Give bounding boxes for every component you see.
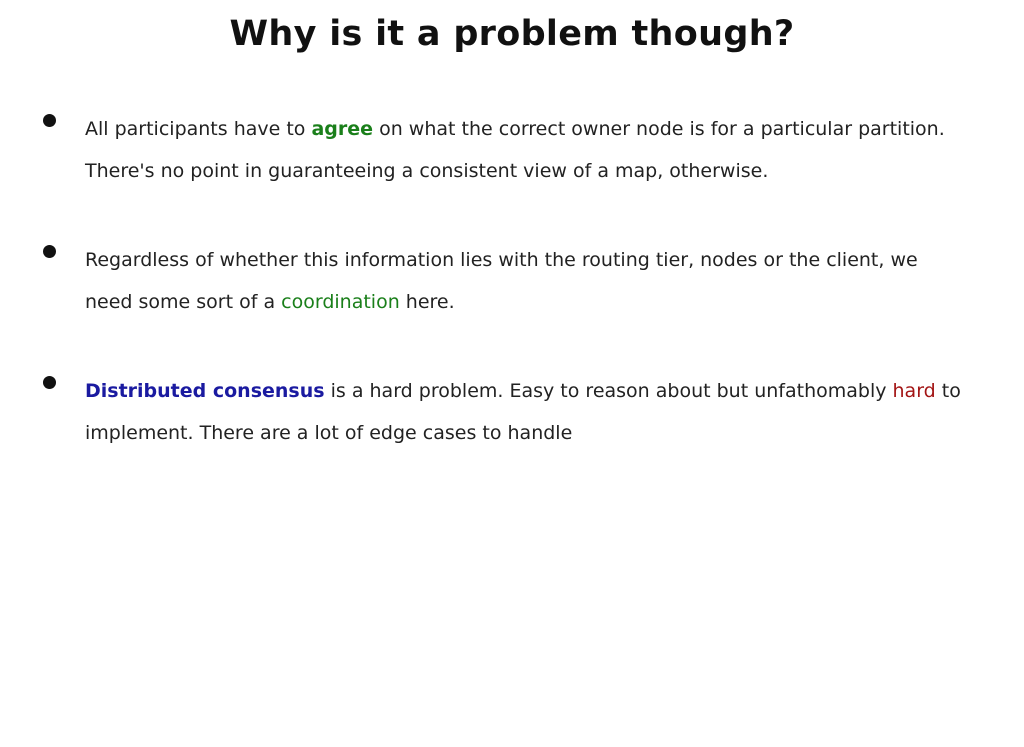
bullet-dot-icon — [43, 114, 56, 127]
highlight-coordination: coordination — [281, 291, 400, 313]
bullet-item-coordination — [0, 239, 1024, 323]
bullet-text-post: on what the correct owner node is for a particular partition. There's no point in guaranteeing a consistent view of a map, otherwise. — [85, 118, 945, 182]
bullet-text-pre: All participants have to — [85, 118, 312, 140]
highlight-agree: agree — [311, 118, 374, 140]
highlight-distributed-consensus: Distributed consensus — [85, 380, 325, 402]
bullet-text-post: here. — [399, 291, 455, 313]
bullet-list — [0, 108, 1024, 501]
bullet-text-pre: Regardless of whether this information lies with the routing tier, nodes or the client, we need some sort of a — [85, 249, 918, 313]
bullet-dot-icon — [43, 376, 56, 389]
bullet-item-agree — [0, 108, 1024, 192]
bullet-text-mid: is a hard problem. Easy to reason about but unfathomably — [324, 380, 893, 402]
bullet-dot-icon — [43, 245, 56, 258]
bullet-text-post: to implement. There are a lot of edge cases to handle — [85, 380, 961, 444]
bullet-item-consensus — [0, 370, 1024, 454]
highlight-hard: hard — [892, 380, 936, 402]
slide-title: Why is it a problem though? — [229, 14, 795, 54]
